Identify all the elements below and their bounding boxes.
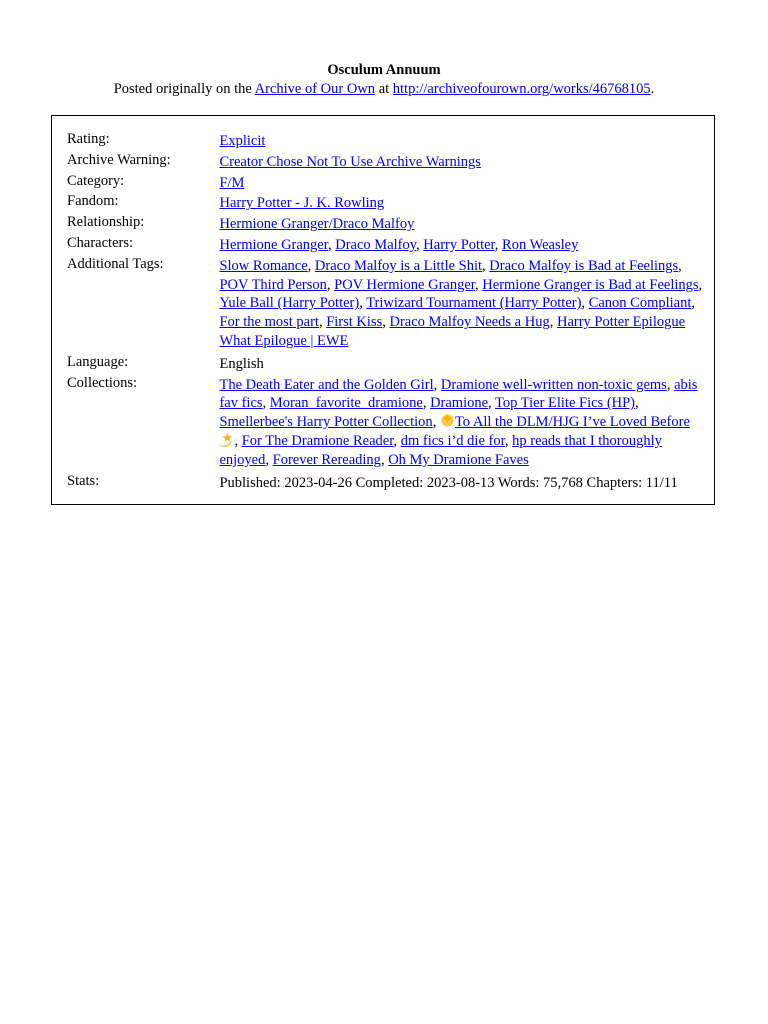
meta-value-stats: Published: 2023-04-26 Completed: 2023-08-13 Words: 75,768 Chapters: 11/11 <box>219 474 678 491</box>
meta-label-fandom: Fandom: <box>67 193 119 210</box>
character-link[interactable]: Harry Potter <box>423 236 495 253</box>
archive-link[interactable]: Archive of Our Own <box>254 81 376 97</box>
work-meta-table <box>67 130 707 492</box>
posted-line <box>0 80 768 99</box>
tag-link[interactable]: Hermione Granger is Bad at Feelings <box>482 276 699 293</box>
collection-link[interactable]: abis fav fics <box>219 376 698 412</box>
dizzy-icon <box>219 432 234 447</box>
meta-value-warning <box>219 151 707 172</box>
meta-row-tags <box>67 255 707 353</box>
meta-label-tags: Additional Tags: <box>67 255 164 272</box>
meta-row-characters <box>67 234 707 255</box>
meta-label-language: Language: <box>67 353 129 370</box>
meta-row-language <box>67 353 707 374</box>
meta-row-warning <box>67 151 707 172</box>
glowing-star-icon <box>440 413 455 428</box>
tag-link[interactable]: For the most part <box>219 314 319 331</box>
tag-link[interactable]: First Kiss <box>326 314 383 331</box>
collection-link[interactable]: Smellerbee's Harry Potter Collection <box>219 414 433 431</box>
meta-value-tags: Slow Romance, Draco Malfoy is a Little Shit, Draco Malfoy is Bad at Feelings, POV Third Person, POV Hermione Granger, Hermione Granger is Bad at Feelings, Yule Ball (Harry Potter), Triwizard Tournament (Harry Potter), Canon Compliant, For the most part, First Kiss, Draco Malfoy Needs a Hug, Harry Potter Epilogue What Epilogue | EWE <box>219 257 703 349</box>
work-header <box>0 61 768 99</box>
work-url-link[interactable]: http://archiveofourown.org/works/46768105 <box>392 81 651 97</box>
collection-link[interactable]: dm fics i’d die for <box>400 432 505 449</box>
tag-link[interactable]: Draco Malfoy is Bad at Feelings <box>489 257 679 274</box>
posted-prefix: Posted originally on the <box>113 81 255 97</box>
relationship-link[interactable]: Hermione Granger/Draco Malfoy <box>219 216 415 233</box>
work-meta-box <box>51 115 715 505</box>
meta-label-stats: Stats: <box>67 472 100 489</box>
meta-value-fandom <box>219 192 707 213</box>
category-link[interactable]: F/M <box>219 174 245 191</box>
collection-link[interactable]: Moran_favorite_dramione <box>269 395 423 412</box>
meta-label-characters: Characters: <box>67 234 134 251</box>
collection-link[interactable]: Oh My Dramione Faves <box>388 451 529 468</box>
meta-row-rating <box>67 130 707 151</box>
meta-label-relationship: Relationship: <box>67 214 145 231</box>
collection-link[interactable]: Dramione well-written non-toxic gems <box>440 376 667 393</box>
character-link[interactable]: Draco Malfoy <box>335 236 417 253</box>
tag-link[interactable]: Draco Malfoy is a Little Shit <box>314 257 483 274</box>
meta-label-warning: Archive Warning: <box>67 151 171 168</box>
meta-value-category <box>219 172 707 193</box>
character-link[interactable]: Ron Weasley <box>502 236 579 253</box>
collection-link[interactable]: For The Dramione Reader <box>241 432 394 449</box>
tag-link[interactable]: Canon Compliant <box>588 295 692 312</box>
collection-link[interactable]: The Death Eater and the Golden Girl <box>219 376 434 393</box>
collection-link[interactable]: Top Tier Elite Fics (HP) <box>495 395 636 412</box>
tag-link[interactable]: Harry Potter Epilogue What Epilogue | EWE <box>219 314 686 349</box>
meta-row-collections <box>67 374 707 472</box>
meta-label-rating: Rating: <box>67 131 110 147</box>
character-link[interactable]: Hermione Granger <box>219 236 328 253</box>
meta-value-language: English <box>219 355 264 372</box>
collection-link-text: To All the DLM/HJG I’ve Loved Before <box>454 414 690 431</box>
tag-link[interactable]: POV Hermione Granger <box>334 276 476 293</box>
collection-link[interactable]: Forever Rereading <box>272 451 381 468</box>
meta-row-category <box>67 172 707 193</box>
meta-label-collections: Collections: <box>67 374 138 391</box>
tag-link[interactable]: Draco Malfoy Needs a Hug <box>389 314 550 331</box>
posted-mid: at <box>375 81 393 97</box>
fandom-link[interactable]: Harry Potter - J. K. Rowling <box>219 195 385 212</box>
warning-link[interactable]: Creator Chose Not To Use Archive Warnings <box>219 153 481 170</box>
meta-value-characters: Hermione Granger, Draco Malfoy, Harry Potter, Ron Weasley <box>219 236 579 253</box>
tag-link[interactable]: Triwizard Tournament (Harry Potter) <box>366 295 582 312</box>
meta-label-category: Category: <box>67 172 125 189</box>
meta-row-fandom <box>67 192 707 213</box>
work-title: Osculum Annuum <box>327 62 441 78</box>
tag-link[interactable]: POV Third Person <box>219 276 327 293</box>
collection-link[interactable]: hp reads that I thoroughly enjoyed <box>219 432 662 468</box>
tag-link[interactable]: Yule Ball (Harry Potter) <box>219 295 360 312</box>
meta-value-collections: The Death Eater and the Golden Girl, Dramione well-written non-toxic gems, abis fav fics, Moran_favorite_dramione, Dramione, Top Tier Elite Fics (HP), Smellerbee's Harry Potter Collection, ✦To All the DLM/HJG I’ve Loved Before ★, For The Dramione Reader, dm fics i’d die for, hp reads that I thoroughly enjoyed, Forever Rereading, Oh My Dramione Faves <box>219 374 707 472</box>
meta-row-stats <box>67 472 707 493</box>
meta-value-relationship <box>219 213 707 234</box>
meta-row-relationship <box>67 213 707 234</box>
tag-link[interactable]: Slow Romance <box>219 257 308 274</box>
collection-link[interactable]: Dramione <box>430 395 489 412</box>
posted-suffix: . <box>650 81 655 97</box>
meta-value-rating <box>219 130 707 151</box>
rating-link[interactable]: Explicit <box>219 133 266 149</box>
